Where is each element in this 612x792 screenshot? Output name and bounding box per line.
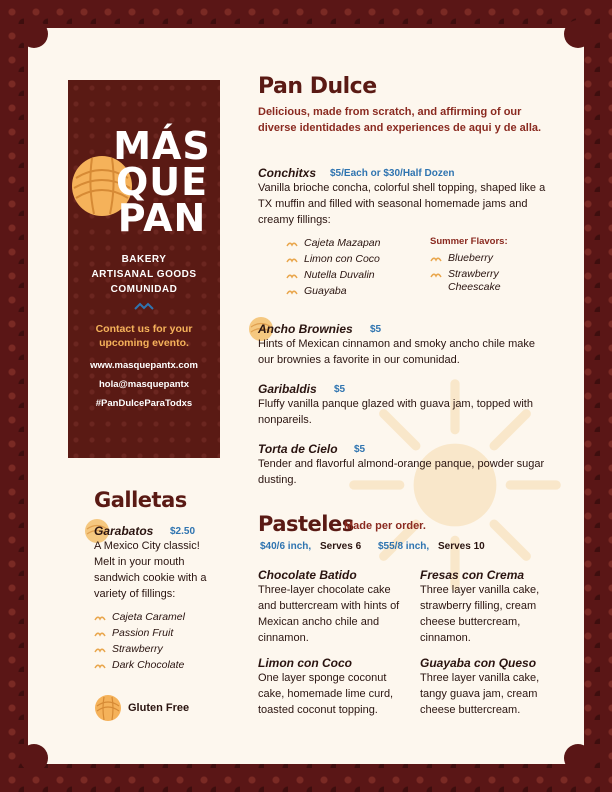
size-8-serves: Serves 10: [438, 541, 485, 552]
swirl-bullet-icon: [286, 272, 298, 280]
cookie-filling-item: Strawberry: [112, 643, 163, 655]
summer-flavors-label: Summer Flavors:: [430, 236, 508, 247]
cookie-filling-item: Dark Chocolate: [112, 659, 185, 671]
gluten-free-concha-icon: [94, 694, 122, 722]
ancho-brownies-name: Ancho Brownies: [258, 322, 353, 336]
swirl-bullet-icon: [94, 630, 106, 638]
pan-dulce-heading: Pan Dulce: [258, 74, 377, 99]
hashtag: #PanDulceParaTodxs: [95, 398, 193, 409]
logo-line: QUE: [115, 160, 209, 204]
corner-notch: [564, 744, 592, 772]
made-per-order-note: Made per order.: [344, 520, 426, 532]
summer-flavor-item: Blueberry: [448, 252, 493, 264]
garibaldis-desc: Fluffy vanilla panque glazed with guava jam, topped with nonpareils.: [258, 398, 533, 426]
cake-name: Fresas con Crema: [420, 568, 525, 582]
pasteles-heading: Pasteles: [258, 512, 354, 536]
cake-desc: Three layer vanilla cake, tangy guava jam, cream cheese buttercream.: [420, 672, 540, 716]
garibaldis-price: $5: [334, 384, 346, 395]
logo-line: PAN: [117, 196, 207, 240]
brand-tagline: [68, 252, 220, 297]
cake-name: Guayaba con Queso: [420, 656, 537, 670]
corner-notch: [20, 20, 48, 48]
cake-name: Chocolate Batido: [258, 568, 357, 582]
tagline-line: ARTISANAL GOODS: [91, 269, 197, 280]
swirl-bullet-icon: [94, 662, 106, 670]
tagline-line: BAKERY: [121, 254, 167, 265]
brand-logo: [68, 124, 220, 268]
brand-wordmark: [104, 124, 220, 240]
filling-item: Guayaba: [304, 285, 347, 297]
brand-sidebar: [68, 80, 220, 458]
garabatos-desc: A Mexico City classic! Melt in your mouth sandwich cookie with a variety of fillings:: [94, 540, 207, 600]
filling-item: Nutella Duvalin: [304, 269, 375, 281]
conchitxs-desc: Vanilla brioche concha, colorful shell topping, shaped like a TX muffin and filled with seasonal homemade jams and creamy fillings:: [258, 182, 546, 226]
size-6-price: $40/6 inch,: [260, 541, 312, 552]
torta-de-cielo-desc: Tender and flavorful almond-orange panque, powder sugar dusting.: [258, 458, 545, 486]
galletas-heading: Galletas: [94, 488, 187, 512]
logo-line: MÁS: [113, 124, 211, 168]
swirl-bullet-icon: [430, 255, 442, 263]
conchitxs-name: Conchitxs: [258, 166, 317, 180]
pan-dulce-intro: Delicious, made from scratch, and affirming of our diverse identidades and experiences de aqui y de alla.: [258, 106, 542, 134]
cookie-filling-item: Cajeta Caramel: [112, 611, 185, 623]
ancho-brownies-price: $5: [370, 324, 382, 335]
filling-item: Limon con Coco: [304, 253, 380, 265]
size-6-serves: Serves 6: [320, 541, 362, 552]
cake-name: Limon con Coco: [258, 656, 352, 670]
garabatos-name: Garabatos: [94, 524, 154, 538]
torta-de-cielo-name: Torta de Cielo: [258, 442, 338, 456]
cake-desc: One layer sponge coconut cake, homemade lime curd, toasted coconut topping.: [258, 672, 394, 716]
swirl-bullet-icon: [286, 240, 298, 248]
email-link[interactable]: hola@masquepantx: [98, 379, 190, 390]
conchitxs-price: $5/Each or $30/Half Dozen: [330, 168, 455, 179]
size-8-price: $55/8 inch,: [378, 541, 430, 552]
contact-cta: Contact us for your upcoming evento.: [95, 323, 193, 349]
cookie-filling-item: Passion Fruit: [112, 627, 174, 639]
swirl-bullet-icon: [430, 271, 442, 279]
garibaldis-name: Garibaldis: [258, 382, 317, 396]
tagline-line: COMUNIDAD: [110, 284, 178, 295]
cake-desc: Three layer vanilla cake, strawberry filling, cream cheese buttercream, cinnamon.: [420, 584, 540, 644]
filling-item: Cajeta Mazapan: [304, 237, 381, 249]
torta-de-cielo-price: $5: [354, 444, 366, 455]
corner-notch: [564, 20, 592, 48]
gluten-free-label: Gluten Free: [128, 702, 190, 714]
garabatos-price: $2.50: [170, 526, 196, 537]
swirl-bullet-icon: [94, 614, 106, 622]
corner-notch: [20, 744, 48, 772]
swirl-bullet-icon: [286, 288, 298, 296]
swirl-bullet-icon: [286, 256, 298, 264]
chevron-divider-icon: [134, 302, 154, 310]
swirl-bullet-icon: [94, 646, 106, 654]
summer-flavor-item: Strawberry Cheescake: [448, 268, 501, 293]
ancho-brownies-desc: Hints of Mexican cinnamon and smoky ancho chile make our brownies a favorite in our comunidad.: [258, 338, 535, 366]
cake-desc: Three-layer chocolate cake and buttercream with hints of Mexican ancho chile and cinnamon.: [258, 584, 400, 644]
website-link[interactable]: www.masquepantx.com: [90, 360, 198, 371]
